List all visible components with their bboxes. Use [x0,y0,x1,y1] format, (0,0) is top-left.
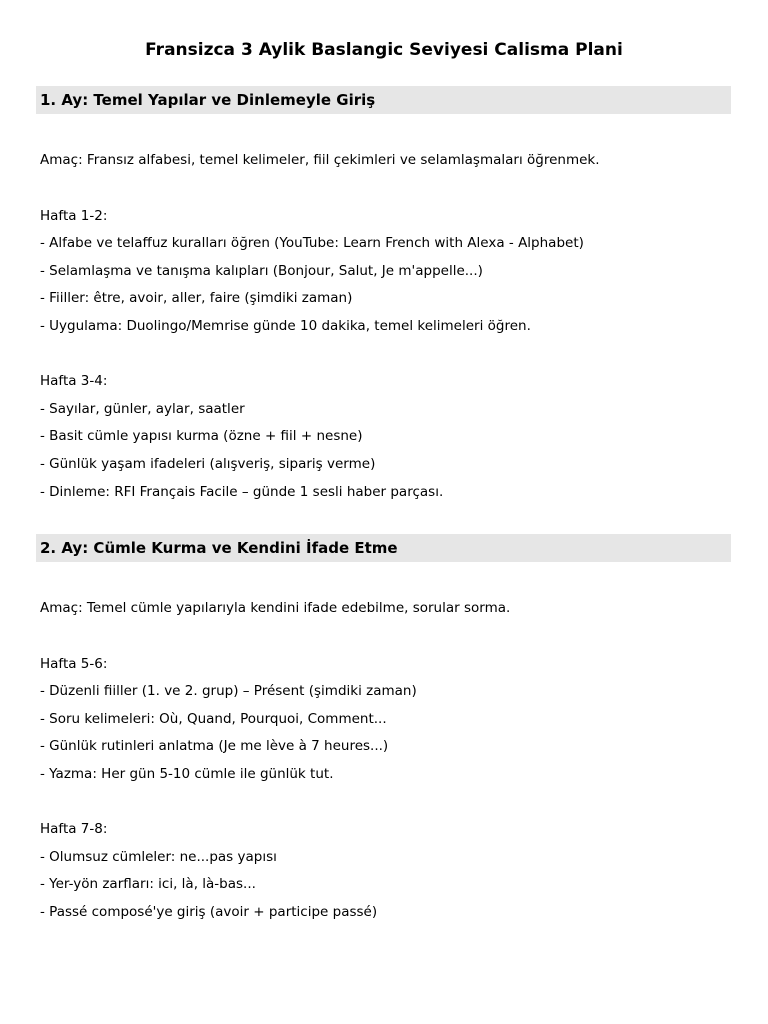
list-item: - Olumsuz cümleler: ne...pas yapısı [40,849,277,865]
section-1-goal: Amaç: Fransız alfabesi, temel kelimeler, fiil çekimleri ve selamlaşmaları öğrenmek. [40,152,600,168]
list-item: - Selamlaşma ve tanışma kalıpları (Bonjour, Salut, Je m'appelle...) [40,263,483,279]
list-item: - Düzenli fiiller (1. ve 2. grup) – Présent (şimdiki zaman) [40,683,417,699]
list-item: - Dinleme: RFI Français Facile – günde 1 sesli haber parçası. [40,484,444,500]
document-title: Fransizca 3 Aylik Baslangic Seviyesi Calisma Plani [145,40,623,60]
week-1-2-label: Hafta 1-2: [40,208,108,224]
week-5-6-label: Hafta 5-6: [40,656,108,672]
list-item: - Sayılar, günler, aylar, saatler [40,401,245,417]
list-item: - Fiiller: être, avoir, aller, faire (şimdiki zaman) [40,290,353,306]
list-item: - Soru kelimeleri: Où, Quand, Pourquoi, Comment... [40,711,387,727]
week-3-4-label: Hafta 3-4: [40,373,108,389]
section-1-heading: 1. Ay: Temel Yapılar ve Dinlemeyle Giriş [40,91,376,109]
list-item: - Alfabe ve telaffuz kuralları öğren (YouTube: Learn French with Alexa - Alphabet) [40,235,584,251]
list-item: - Basit cümle yapısı kurma (özne + fiil + nesne) [40,428,363,444]
list-item: - Uygulama: Duolingo/Memrise günde 10 dakika, temel kelimeleri öğren. [40,318,531,334]
list-item: - Günlük yaşam ifadeleri (alışveriş, sipariş verme) [40,456,376,472]
week-7-8-label: Hafta 7-8: [40,821,108,837]
list-item: - Günlük rutinleri anlatma (Je me lève à 7 heures...) [40,738,389,754]
section-2-heading: 2. Ay: Cümle Kurma ve Kendini İfade Etme [40,539,398,557]
list-item: - Yazma: Her gün 5-10 cümle ile günlük tut. [40,766,334,782]
section-2-goal: Amaç: Temel cümle yapılarıyla kendini ifade edebilme, sorular sorma. [40,600,511,616]
list-item: - Passé composé'ye giriş (avoir + participe passé) [40,904,378,920]
list-item: - Yer-yön zarfları: ici, là, là-bas... [40,876,256,892]
section-2-header [36,534,731,562]
section-1-header [36,86,731,114]
